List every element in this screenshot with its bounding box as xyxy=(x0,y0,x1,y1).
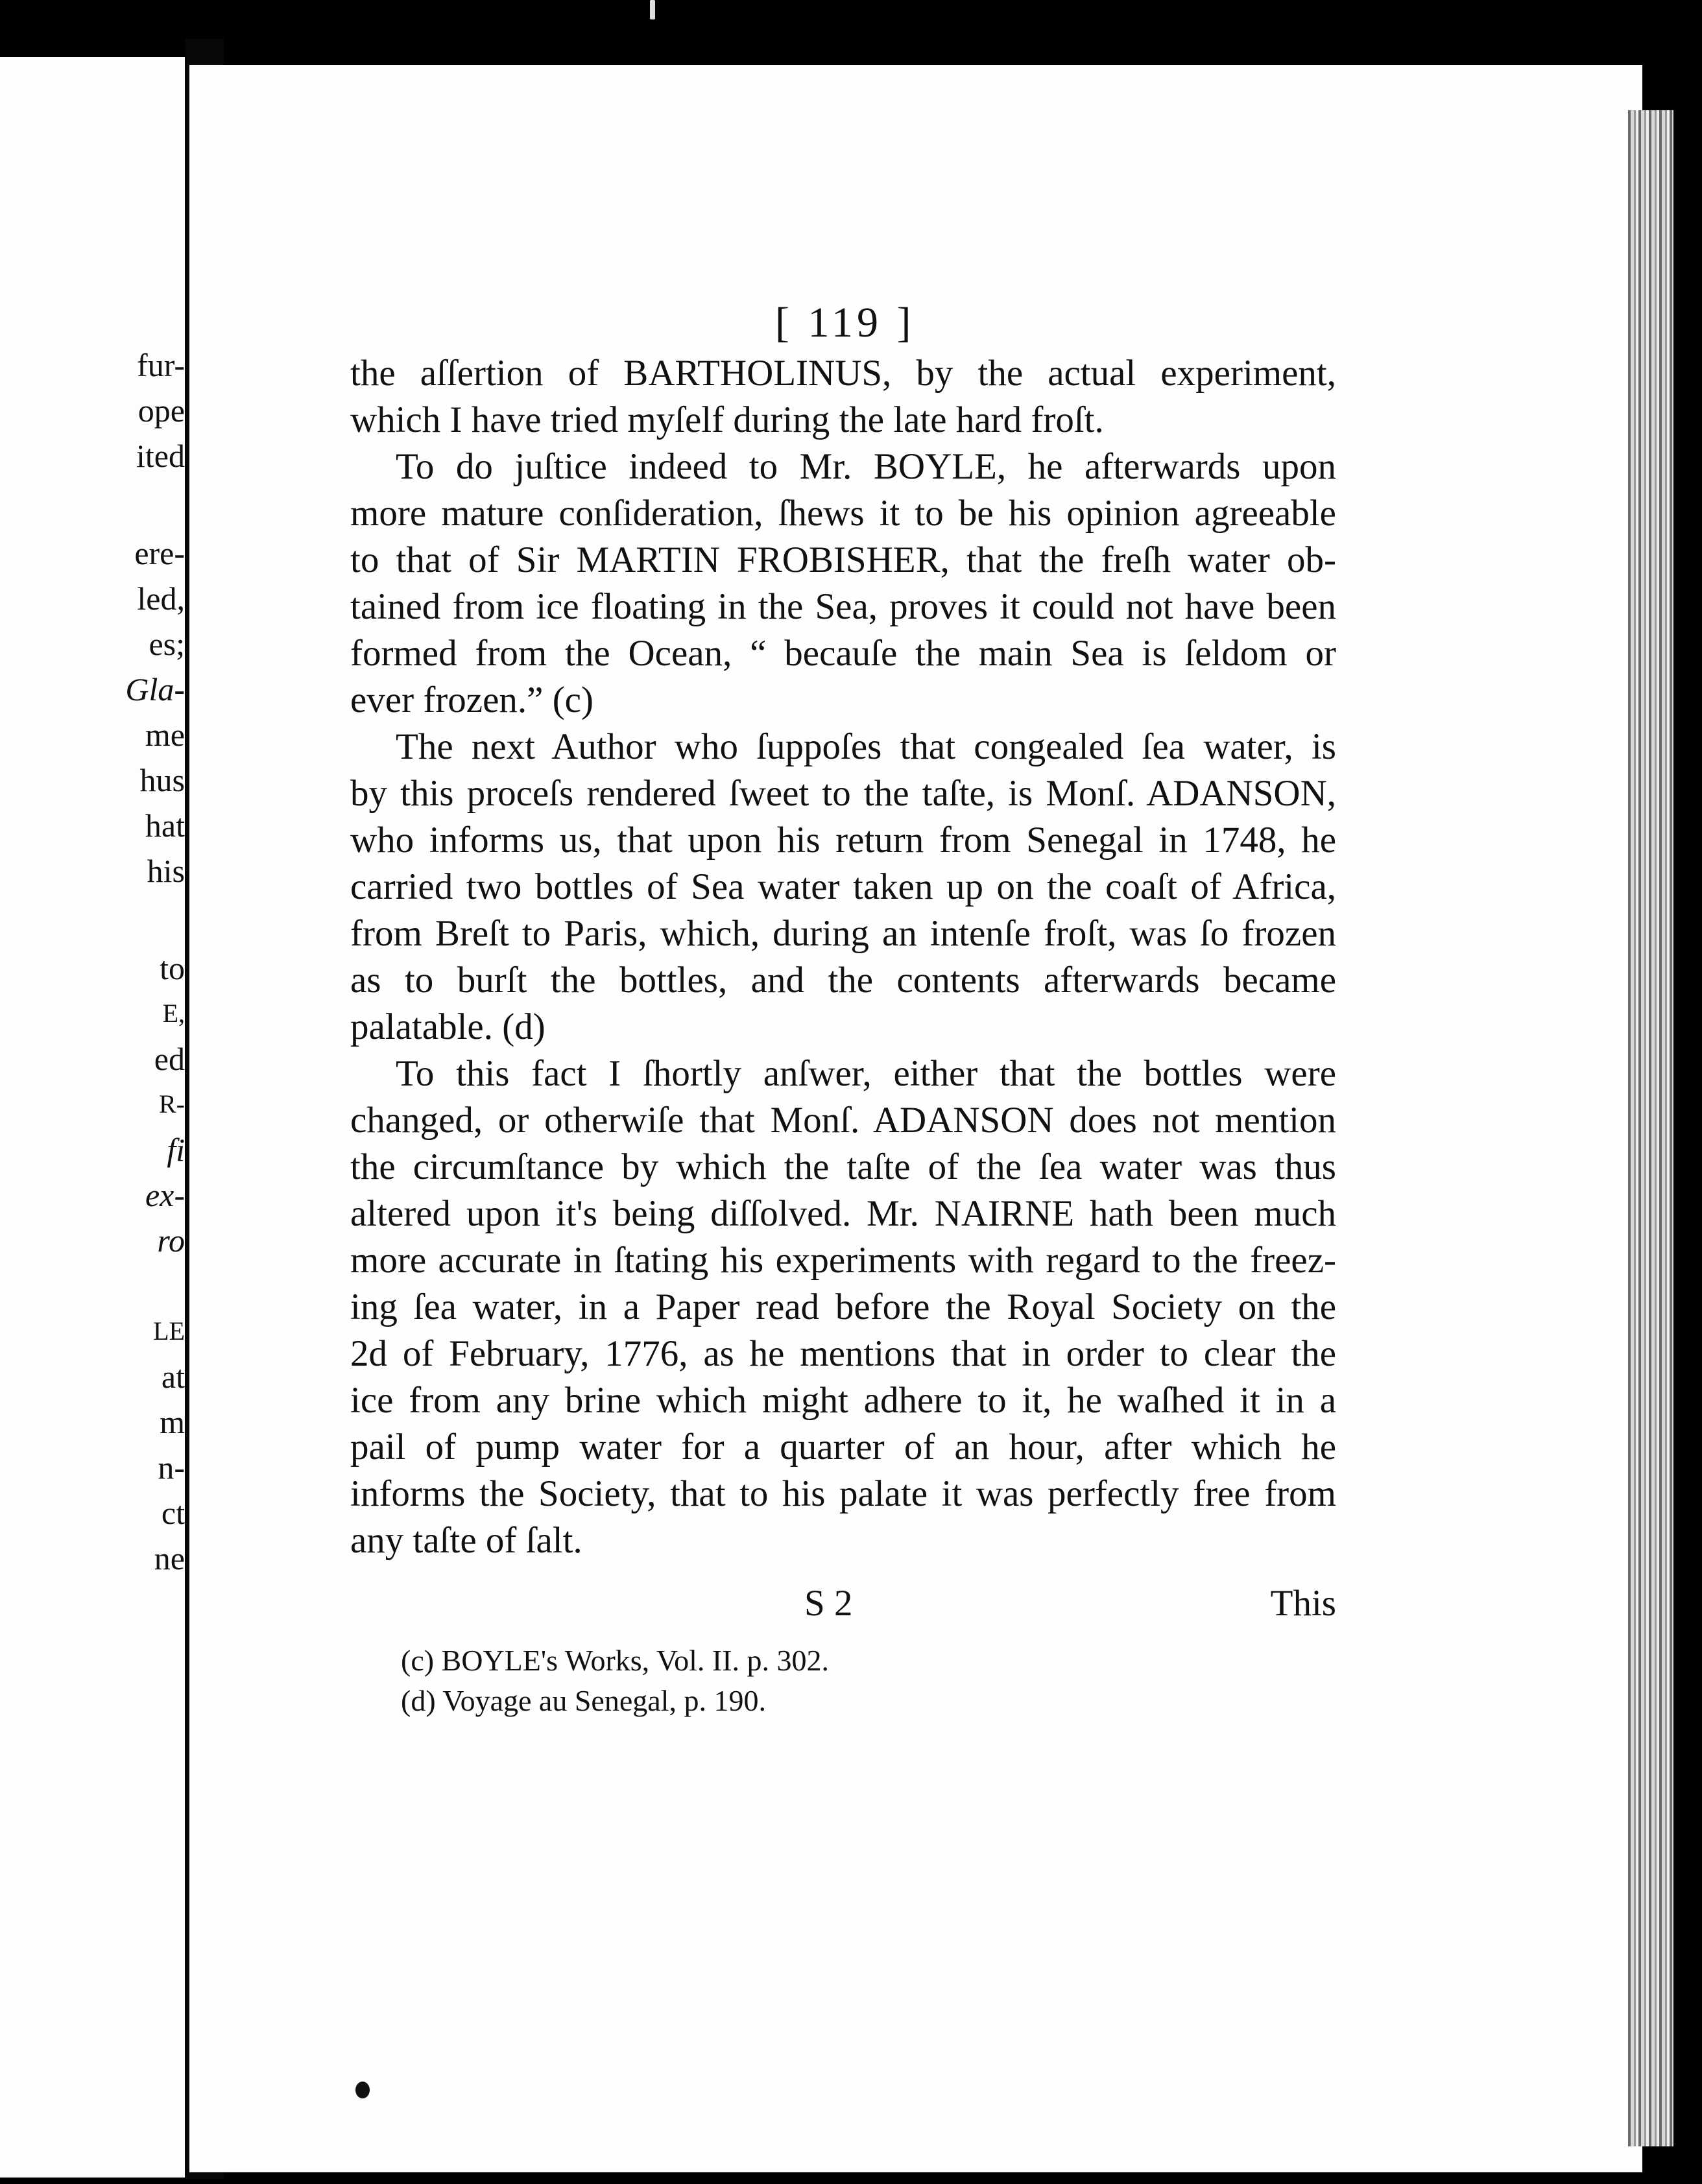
catchword: This xyxy=(1270,1583,1336,1624)
text-line: formed from the Ocean, “ becauſe the main Sea is ſeldom or xyxy=(350,633,1336,674)
text-line: the circumſtance by which the taſte of the ſea water was thus xyxy=(350,1146,1336,1187)
text-line: more accurate in ſtating his experiments with regard to the freez- xyxy=(350,1240,1336,1281)
facing-text-fragment: m xyxy=(160,1404,185,1440)
facing-text-fragment: hat xyxy=(145,807,185,844)
facing-text-fragment: ed xyxy=(154,1041,185,1077)
text-line: as to burſt the bottles, and the contents afterwards became xyxy=(350,960,1336,1001)
text-line: pail of pump water for a quarter of an hour, after which he xyxy=(350,1427,1336,1467)
text-line: changed, or otherwiſe that Monſ. ADANSON does not mention xyxy=(350,1100,1336,1141)
page-footer-line xyxy=(350,1582,1336,1634)
footnotes xyxy=(401,1641,1179,1721)
facing-text-fragment: LE xyxy=(153,1316,185,1346)
ink-speck xyxy=(650,0,655,19)
text-line: which I have tried myſelf during the late hard froſt. xyxy=(350,399,1104,440)
text-line: ice from any brine which might adhere to it, he waſhed it in a xyxy=(350,1380,1336,1421)
text-line: The next Author who ſuppoſes that congealed ſea water, is xyxy=(396,726,1336,767)
facing-text-fragment: ex- xyxy=(145,1177,185,1213)
text-line: by this proceſs rendered ſweet to the taſte, is Monſ. ADANSON, xyxy=(350,773,1336,814)
facing-text-fragment: his xyxy=(147,853,185,889)
facing-text-fragment: ere- xyxy=(134,535,185,571)
signature-mark: S 2 xyxy=(804,1583,853,1624)
footnote: (c) BOYLE's Works, Vol. II. p. 302. xyxy=(401,1644,830,1677)
text-line: the aſſertion of BARTHOLINUS, by the actual experiment, xyxy=(350,353,1336,394)
body-text xyxy=(350,350,1336,1564)
facing-text-fragment: ro xyxy=(157,1222,185,1259)
facing-text-fragment: led, xyxy=(137,580,185,617)
text-line: who informs us, that upon his return from Senegal in 1748, he xyxy=(350,820,1336,861)
facing-text-fragment: E, xyxy=(162,999,185,1028)
page-edge xyxy=(1628,110,1673,2146)
text-line: from Breſt to Paris, which, during an intenſe froſt, was ſo frozen xyxy=(350,913,1336,954)
text-line: To do juſtice indeed to Mr. BOYLE, he afterwards upon xyxy=(396,446,1336,487)
text-line: altered upon it's being diſſolved. Mr. NAIRNE hath been much xyxy=(350,1193,1336,1234)
facing-text-fragment: at xyxy=(161,1359,185,1395)
text-line: any taſte of ſalt. xyxy=(350,1520,582,1561)
facing-text-fragment: fi xyxy=(167,1132,185,1168)
text-line: carried two bottles of Sea water taken up on the coaſt of Africa, xyxy=(350,866,1336,907)
text-line: To this fact I ſhortly anſwer, either that the bottles were xyxy=(396,1053,1336,1094)
facing-text-fragment: ne xyxy=(154,1540,185,1576)
facing-text-fragment: to xyxy=(160,950,185,986)
ink-speck xyxy=(355,2082,370,2098)
text-line: to that of Sir MARTIN FROBISHER, that the freſh water ob- xyxy=(350,540,1336,580)
text-line: tained from ice floating in the Sea, proves it could not have been xyxy=(350,586,1336,627)
text-line: 2d of February, 1776, as he mentions that in order to clear the xyxy=(350,1333,1336,1374)
facing-text-fragment: R- xyxy=(159,1089,185,1119)
facing-text-fragment: fur- xyxy=(137,347,185,383)
text-line: informs the Society, that to his palate it was perfectly free from xyxy=(350,1473,1336,1514)
page-number: [ 119 ] xyxy=(775,299,915,346)
text-line: palatable. (d) xyxy=(350,1006,545,1047)
text-line: more mature conſideration, ſhews it to be his opinion agreeable xyxy=(350,493,1336,534)
text-line: ever frozen.” (c) xyxy=(350,680,593,720)
facing-text-fragment: me xyxy=(145,717,185,753)
text-line: ing ſea water, in a Paper read before the Royal Society on the xyxy=(350,1287,1336,1327)
facing-text-fragment: ope xyxy=(138,392,185,429)
facing-page xyxy=(0,57,187,2178)
facing-text-fragment: hus xyxy=(139,762,185,798)
facing-text-fragment: es; xyxy=(149,626,185,662)
footnote: (d) Voyage au Senegal, p. 190. xyxy=(401,1684,766,1717)
facing-text-fragment: ct xyxy=(161,1495,185,1531)
facing-text-fragment: ited xyxy=(136,438,185,474)
facing-text-fragment: n- xyxy=(158,1449,185,1486)
facing-text-fragment: Gla- xyxy=(125,671,185,707)
